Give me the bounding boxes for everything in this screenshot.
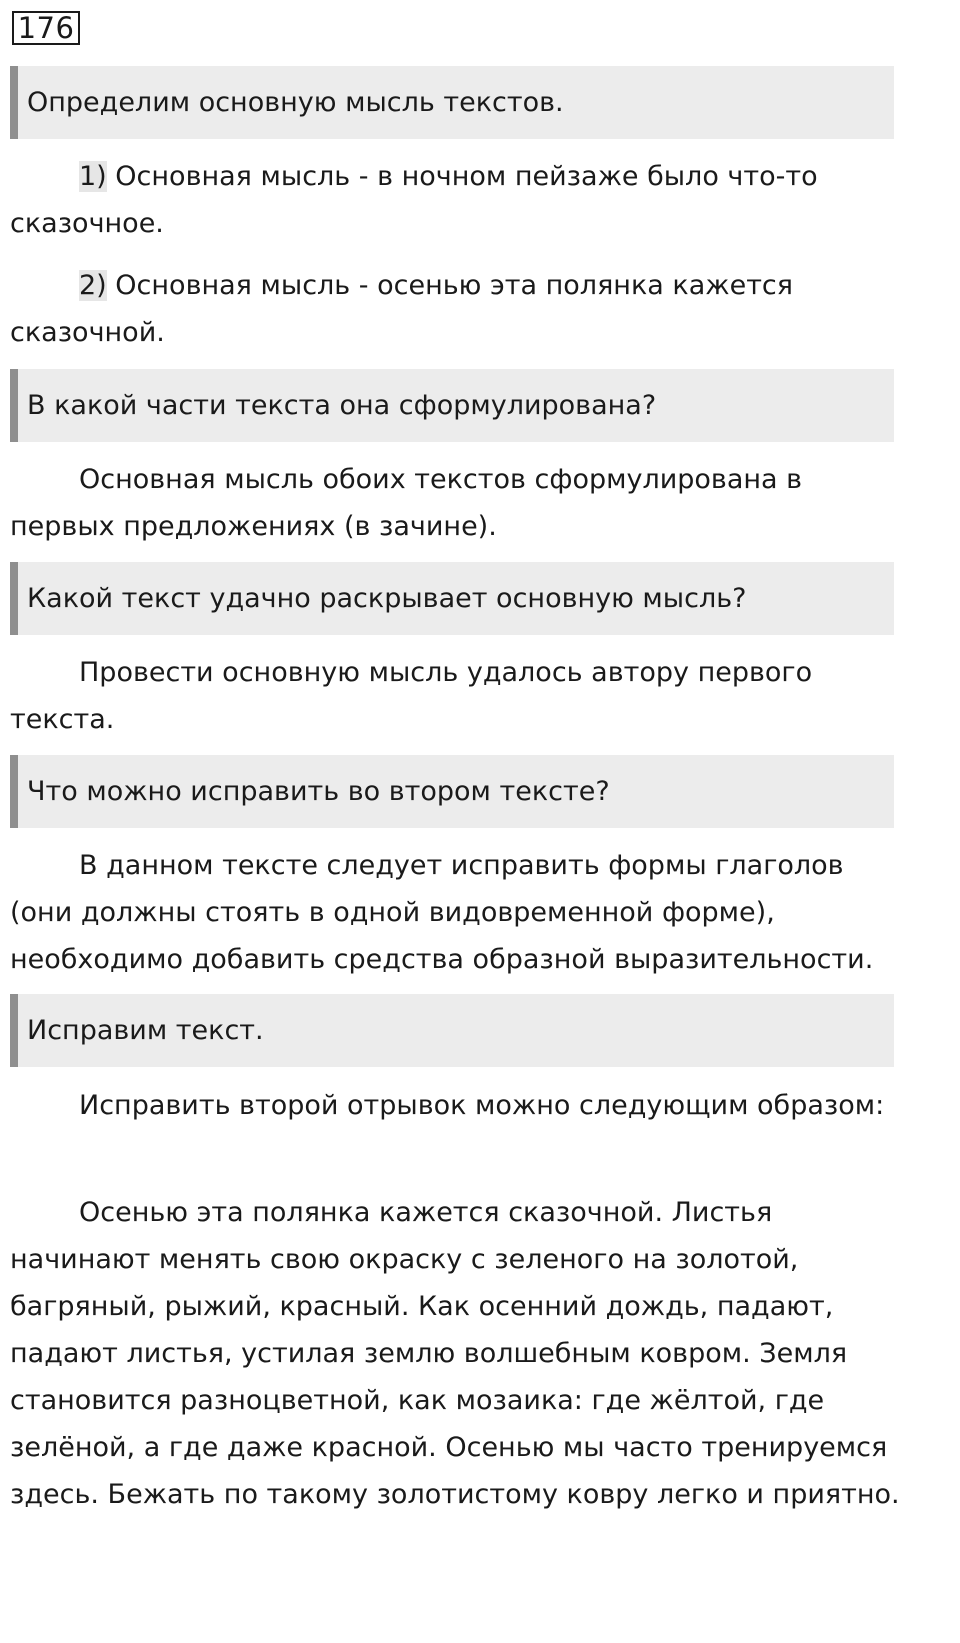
task-number: 176 bbox=[12, 11, 80, 45]
question-main-idea: Определим основную мысль текстов. bbox=[10, 66, 894, 139]
answer-text-1-body: Основная мысль - в ночном пейзаже было что-то сказочное. bbox=[10, 161, 818, 239]
answer-text-1 bbox=[10, 153, 910, 247]
question-location: В какой части текста она сформулирована? bbox=[10, 369, 894, 442]
answer-text-2-body: Основная мысль - осенью эта полянка кажется сказочной. bbox=[10, 270, 794, 348]
item-number-1: 1) bbox=[79, 161, 107, 192]
answer-location: Основная мысль обоих текстов сформулирована в первых предложениях (в зачине). bbox=[10, 464, 803, 542]
question-rewrite: Исправим текст. bbox=[10, 994, 894, 1067]
rewrite-intro: Исправить второй отрывок можно следующим образом: bbox=[79, 1090, 885, 1121]
item-number-2: 2) bbox=[79, 270, 107, 301]
answer-fix: В данном тексте следует исправить формы глаголов (они должны стоять в одной видовременной форме), необходимо добавить средства образной выразительности. bbox=[10, 850, 874, 975]
question-best-text: Какой текст удачно раскрывает основную мысль? bbox=[10, 562, 894, 635]
rewritten-text: Осенью эта полянка кажется сказочной. Листья начинают менять свою окраску с зеленого на золотой, багряный, рыжий, красный. Как осенний дождь, падают, падают листья, устилая землю волшебным ковром. Земля становится разноцветной, как мозаика: где жёлтой, где зелёной, а где даже красной. Осенью мы часто тренируемся здесь. Бежать по такому золотистому ковру легко и приятно. bbox=[10, 1197, 900, 1510]
answer-text-2 bbox=[10, 262, 910, 356]
question-fix: Что можно исправить во втором тексте? bbox=[10, 755, 894, 828]
answer-best-text: Провести основную мысль удалось автору первого текста. bbox=[10, 657, 813, 735]
